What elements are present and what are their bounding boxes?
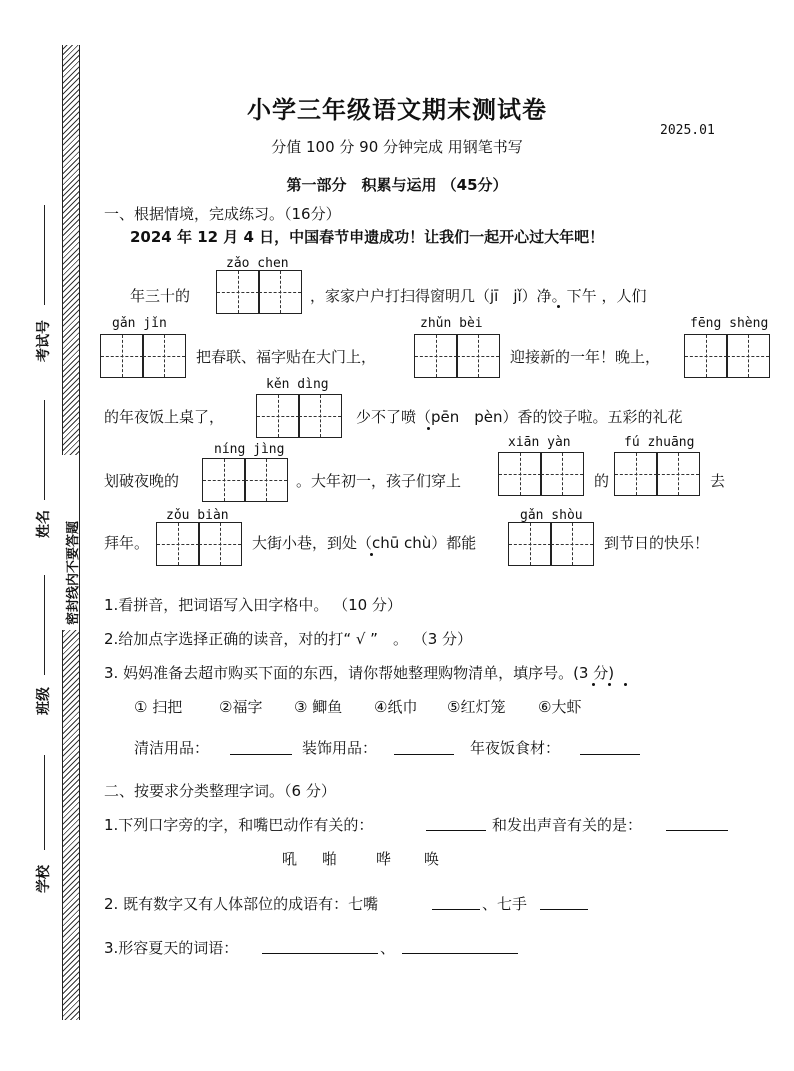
- passage-text: 少不了喷（pēn pèn）香的饺子啦。五彩的礼花: [356, 408, 683, 426]
- passage-text: 去: [710, 472, 726, 490]
- pinyin-ningjing: níng jìng: [214, 442, 285, 457]
- category-cleaning: 清洁用品：: [134, 739, 210, 757]
- school-line: [44, 755, 45, 850]
- char-1: 吼: [282, 850, 298, 868]
- passage-text: 大街小巷，到处（chū chù）都能: [252, 534, 477, 552]
- tianzige-xianyan[interactable]: [498, 452, 583, 496]
- pinyin-zaochen: zǎo chen: [226, 256, 289, 271]
- exam-no-line: [44, 205, 45, 305]
- passage-text: 的年夜饭上桌了，: [104, 408, 225, 426]
- tianzige-zoubian[interactable]: [156, 522, 241, 566]
- answer-blank-food[interactable]: [580, 754, 640, 755]
- class-label: 班级: [36, 687, 52, 715]
- passage-text: 。大年初一，孩子们穿上: [296, 472, 462, 490]
- emphasis-dot: [370, 553, 373, 556]
- exam-date: 2025.01: [660, 123, 715, 138]
- pinyin-ganjin: gǎn jǐn: [112, 316, 167, 331]
- category-decoration: 装饰用品：: [302, 739, 378, 757]
- pinyin-fuzhuang: fú zhuāng: [624, 435, 695, 450]
- pinyin-zoubian: zǒu biàn: [166, 508, 229, 523]
- tianzige-fengsheng[interactable]: [684, 334, 769, 378]
- item-6: ⑥大虾: [538, 698, 582, 716]
- item-3: ③ 鲫鱼: [294, 698, 343, 716]
- page-title: 小学三年级语文期末测试卷: [247, 96, 547, 124]
- section1-heading: 一、根据情境，完成练习。（16分）: [104, 205, 341, 223]
- tianzige-ganshou[interactable]: [508, 522, 593, 566]
- passage-text: 到节日的快乐！: [604, 534, 710, 552]
- section2-q2a: 2. 既有数字又有人体部位的成语有：七嘴: [104, 895, 379, 913]
- tianzige-kending[interactable]: [256, 394, 341, 438]
- part-heading: 第一部分 积累与运用 （45分）: [286, 176, 508, 194]
- item-2: ②福字: [219, 698, 263, 716]
- emphasis-dot: [624, 683, 627, 686]
- pinyin-kending: kěn dìng: [266, 377, 329, 392]
- name-line: [44, 400, 45, 500]
- pinyin-zhunbei: zhǔn bèi: [420, 316, 483, 331]
- item-1: ① 扫把: [134, 698, 183, 716]
- section2-q1b: 和发出声音有关的是：: [492, 816, 643, 834]
- passage-text: 年三十的: [130, 287, 191, 305]
- section2-q3a: 3.形容夏天的词语：: [104, 939, 239, 957]
- answer-blank-qizui[interactable]: [432, 909, 480, 910]
- item-5: ⑤红灯笼: [447, 698, 506, 716]
- tianzige-ganjin[interactable]: [100, 334, 185, 378]
- passage-text: 迎接新的一年！晚上，: [510, 348, 661, 366]
- school-label: 学校: [36, 865, 52, 893]
- tianzige-zhunbei[interactable]: [414, 334, 499, 378]
- passage-text: 把春联、福字贴在大门上，: [196, 348, 377, 366]
- answer-blank-qishou[interactable]: [540, 909, 588, 910]
- char-3: 哗: [376, 850, 392, 868]
- question-1: 1.看拼音，把词语写入田字格中。 （10 分）: [104, 596, 402, 614]
- seal-note: 密封线内不要答题: [66, 520, 81, 625]
- answer-blank-cleaning[interactable]: [230, 754, 292, 755]
- section2-heading: 二、按要求分类整理字词。（6 分）: [104, 782, 336, 800]
- emphasis-dot: [557, 305, 560, 308]
- item-4: ④纸巾: [374, 698, 418, 716]
- passage-text: 划破夜晚的: [104, 472, 180, 490]
- passage-text: ，家家户户打扫得窗明几（jī jǐ）净。下午 ，人们: [310, 287, 647, 305]
- class-line: [44, 575, 45, 675]
- exam-no-label: 考试号: [36, 320, 52, 362]
- answer-blank-decoration[interactable]: [394, 754, 454, 755]
- section2-q3b: 、: [380, 939, 396, 957]
- answer-blank-summer-1[interactable]: [262, 953, 378, 954]
- answer-blank-summer-2[interactable]: [402, 953, 518, 954]
- name-label: 姓名: [36, 510, 52, 538]
- tianzige-ningjing[interactable]: [202, 458, 287, 502]
- section1-intro: 2024 年 12 月 4 日，中国春节申遗成功！让我们一起开心过大年吧！: [130, 228, 605, 246]
- section2-q2b: 、七手: [482, 895, 528, 913]
- exam-subtitle: 分值 100 分 90 分钟完成 用钢笔书写: [271, 138, 523, 156]
- category-food: 年夜饭食材：: [470, 739, 561, 757]
- pinyin-ganshou: gǎn shòu: [520, 508, 583, 523]
- char-4: 唤: [424, 850, 440, 868]
- question-2: 2.给加点字选择正确的读音，对的打“ √ ” 。 （3 分）: [104, 630, 473, 648]
- pinyin-fengsheng: fēng shèng: [690, 316, 769, 331]
- emphasis-dot: [592, 683, 595, 686]
- answer-blank-sound[interactable]: [666, 830, 728, 831]
- tianzige-fuzhuang[interactable]: [614, 452, 699, 496]
- emphasis-dot: [427, 427, 430, 430]
- question-3: 3. 妈妈准备去超市购买下面的东西，请你帮她整理购物清单，填序号。(3 分): [104, 664, 615, 682]
- tianzige-zaochen[interactable]: [216, 270, 301, 314]
- answer-blank-mouth[interactable]: [426, 830, 486, 831]
- emphasis-dot: [608, 683, 611, 686]
- passage-text: 的: [594, 472, 610, 490]
- pinyin-xianyan: xiān yàn: [508, 435, 571, 450]
- passage-text: 拜年。: [104, 534, 150, 552]
- char-2: 啪: [322, 850, 338, 868]
- section2-q1a: 1.下列口字旁的字，和嘴巴动作有关的：: [104, 816, 374, 834]
